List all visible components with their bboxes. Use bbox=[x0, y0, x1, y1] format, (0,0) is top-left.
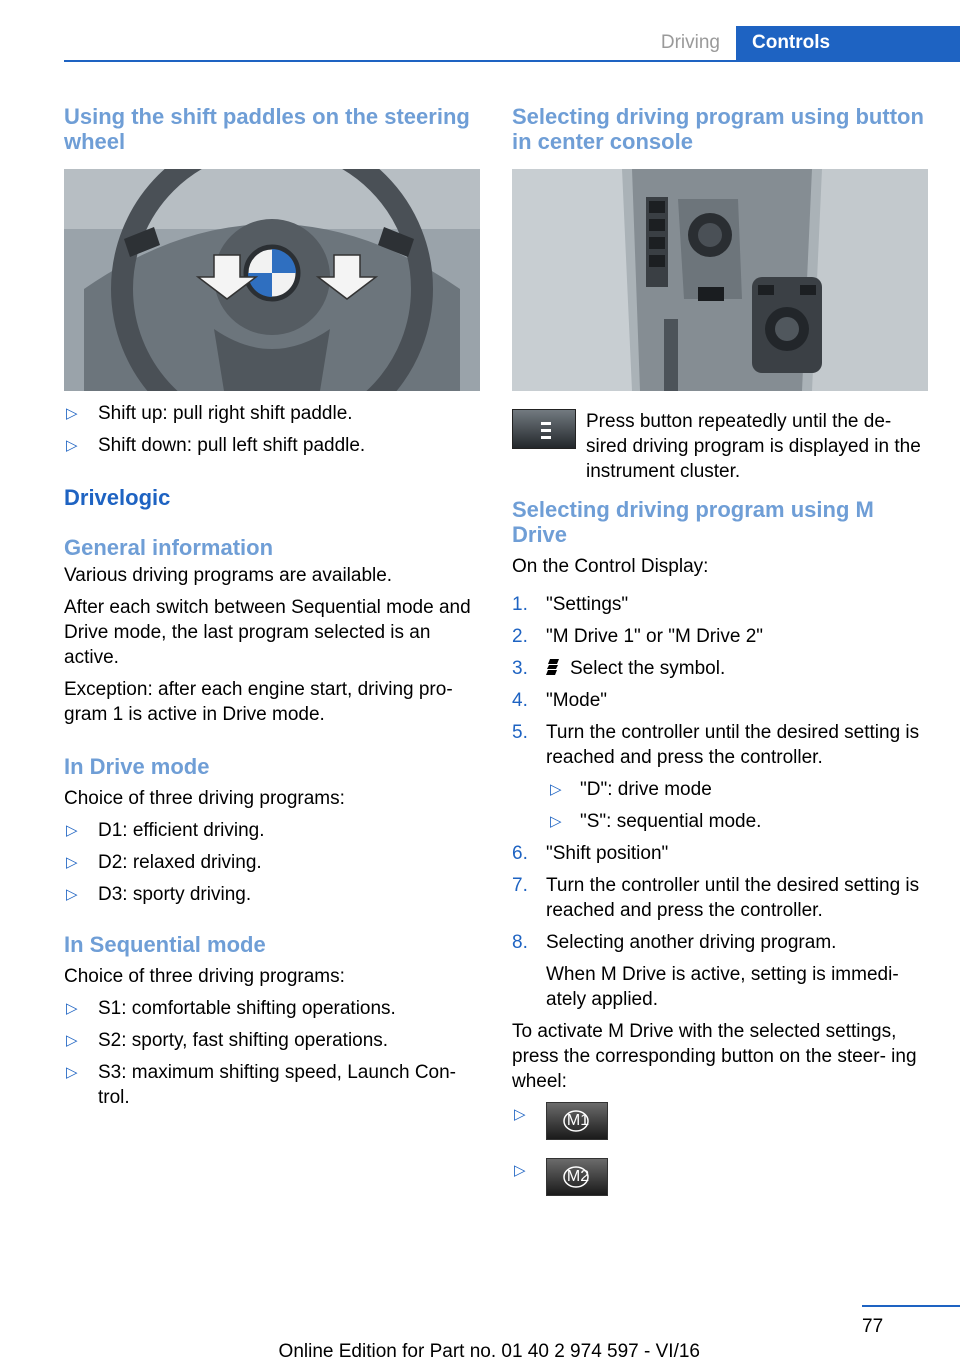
triangle-right-icon: ▷ bbox=[66, 822, 78, 839]
sequential-mode-heading: In Sequential mode bbox=[64, 932, 266, 957]
sub-list-item: ▷ "D": drive mode bbox=[550, 779, 712, 800]
drivelogic-button-icon bbox=[512, 409, 576, 449]
drivelogic-heading: Drivelogic bbox=[64, 485, 171, 510]
paragraph: Choice of three driving programs: bbox=[64, 788, 345, 809]
list-item: ▷ D3: sporty driving. bbox=[66, 884, 252, 905]
list-item: 7. Turn the controller until the desired setting is reached and press the controller. bbox=[512, 875, 920, 921]
steering-wheel-photo bbox=[64, 169, 480, 391]
triangle-right-icon: ▷ bbox=[66, 1064, 78, 1081]
list-item: 1. "Settings" bbox=[512, 594, 629, 615]
page-number: 77 bbox=[862, 1316, 884, 1337]
sub-list-item: ▷ "S": sequential mode. bbox=[550, 811, 762, 832]
triangle-right-icon: ▷ bbox=[66, 1032, 78, 1049]
triangle-right-icon: ▷ bbox=[514, 1106, 526, 1123]
press-button-block bbox=[512, 409, 930, 482]
paragraph: On the Control Display: bbox=[512, 556, 709, 577]
step-note: When M Drive is active, setting is immedi‐ ately applied. bbox=[546, 964, 899, 1010]
list-item: ▷ Shift down: pull left shift paddle. bbox=[66, 435, 366, 456]
center-console-illustration bbox=[512, 169, 928, 391]
triangle-right-icon: ▷ bbox=[66, 854, 78, 871]
mdrive-symbol-icon bbox=[546, 658, 560, 676]
list-item: 4. "Mode" bbox=[512, 690, 608, 711]
list-item: 2. "M Drive 1" or "M Drive 2" bbox=[512, 626, 764, 647]
header-rule bbox=[64, 60, 960, 62]
general-information-heading: General information bbox=[64, 535, 274, 560]
mdrive-heading: Selecting driving program using M Drive bbox=[512, 497, 874, 547]
list-item: ▷ Shift up: pull right shift paddle. bbox=[66, 403, 353, 424]
shift-paddles-heading: Using the shift paddles on the steering wheel bbox=[64, 104, 470, 154]
center-console-photo bbox=[512, 169, 928, 391]
triangle-right-icon: ▷ bbox=[550, 781, 562, 798]
triangle-right-icon: ▷ bbox=[66, 1000, 78, 1017]
list-item: 8. Selecting another driving program. bbox=[512, 932, 837, 953]
left-column bbox=[64, 100, 482, 1110]
drive-mode-heading: In Drive mode bbox=[64, 754, 210, 779]
paragraph: Choice of three driving programs: bbox=[64, 966, 345, 987]
list-item: 5. Turn the controller until the desired setting is reached and press the controller. bbox=[512, 722, 920, 768]
list-item: ▷ S2: sporty, fast shifting operations. bbox=[66, 1030, 389, 1051]
paragraph: Exception: after each engine start, driving pro‐ gram 1 is active in Drive mode. bbox=[64, 679, 453, 725]
m1-button-icon: M1 bbox=[546, 1102, 608, 1140]
right-column bbox=[512, 100, 930, 1198]
steering-wheel-illustration bbox=[64, 169, 480, 391]
paragraph: Various driving programs are available. bbox=[64, 565, 393, 586]
triangle-right-icon: ▷ bbox=[66, 886, 78, 903]
triangle-right-icon: ▷ bbox=[66, 437, 78, 454]
header-tab-controls: Controls bbox=[736, 26, 960, 60]
paragraph: After each switch between Sequential mode and Drive mode, the last program selected is an active. bbox=[64, 597, 471, 668]
header-tab-driving: Driving bbox=[660, 32, 720, 53]
steps-list bbox=[512, 592, 930, 1012]
triangle-right-icon: ▷ bbox=[66, 405, 78, 422]
footer-rule bbox=[862, 1305, 960, 1307]
center-console-heading: Selecting driving program using button in center console bbox=[512, 104, 924, 154]
m2-button-icon: M2 bbox=[546, 1158, 608, 1196]
list-item: 6. "Shift position" bbox=[512, 843, 669, 864]
list-item: ▷ S3: maximum shifting speed, Launch Con‐ trol. bbox=[66, 1062, 457, 1108]
list-item: 3. Select the symbol. bbox=[512, 658, 726, 679]
list-item: ▷ D2: relaxed driving. bbox=[66, 852, 262, 873]
press-button-text: Press button repeatedly until the de‐ sired driving program is displayed in the instrument cluster. bbox=[586, 411, 921, 482]
list-item: ▷ S1: comfortable shifting operations. bbox=[66, 998, 396, 1019]
triangle-right-icon: ▷ bbox=[550, 813, 562, 830]
activate-paragraph: To activate M Drive with the selected settings, press the corresponding button on the steer‐ ing wheel: bbox=[512, 1021, 917, 1092]
list-item: ▷ D1: efficient driving. bbox=[66, 820, 265, 841]
triangle-right-icon: ▷ bbox=[514, 1162, 526, 1179]
list-item bbox=[512, 1158, 930, 1198]
footer-edition: Online Edition for Part no. 01 40 2 974 597 - VI/16 bbox=[278, 1341, 700, 1362]
list-item bbox=[512, 1102, 930, 1142]
